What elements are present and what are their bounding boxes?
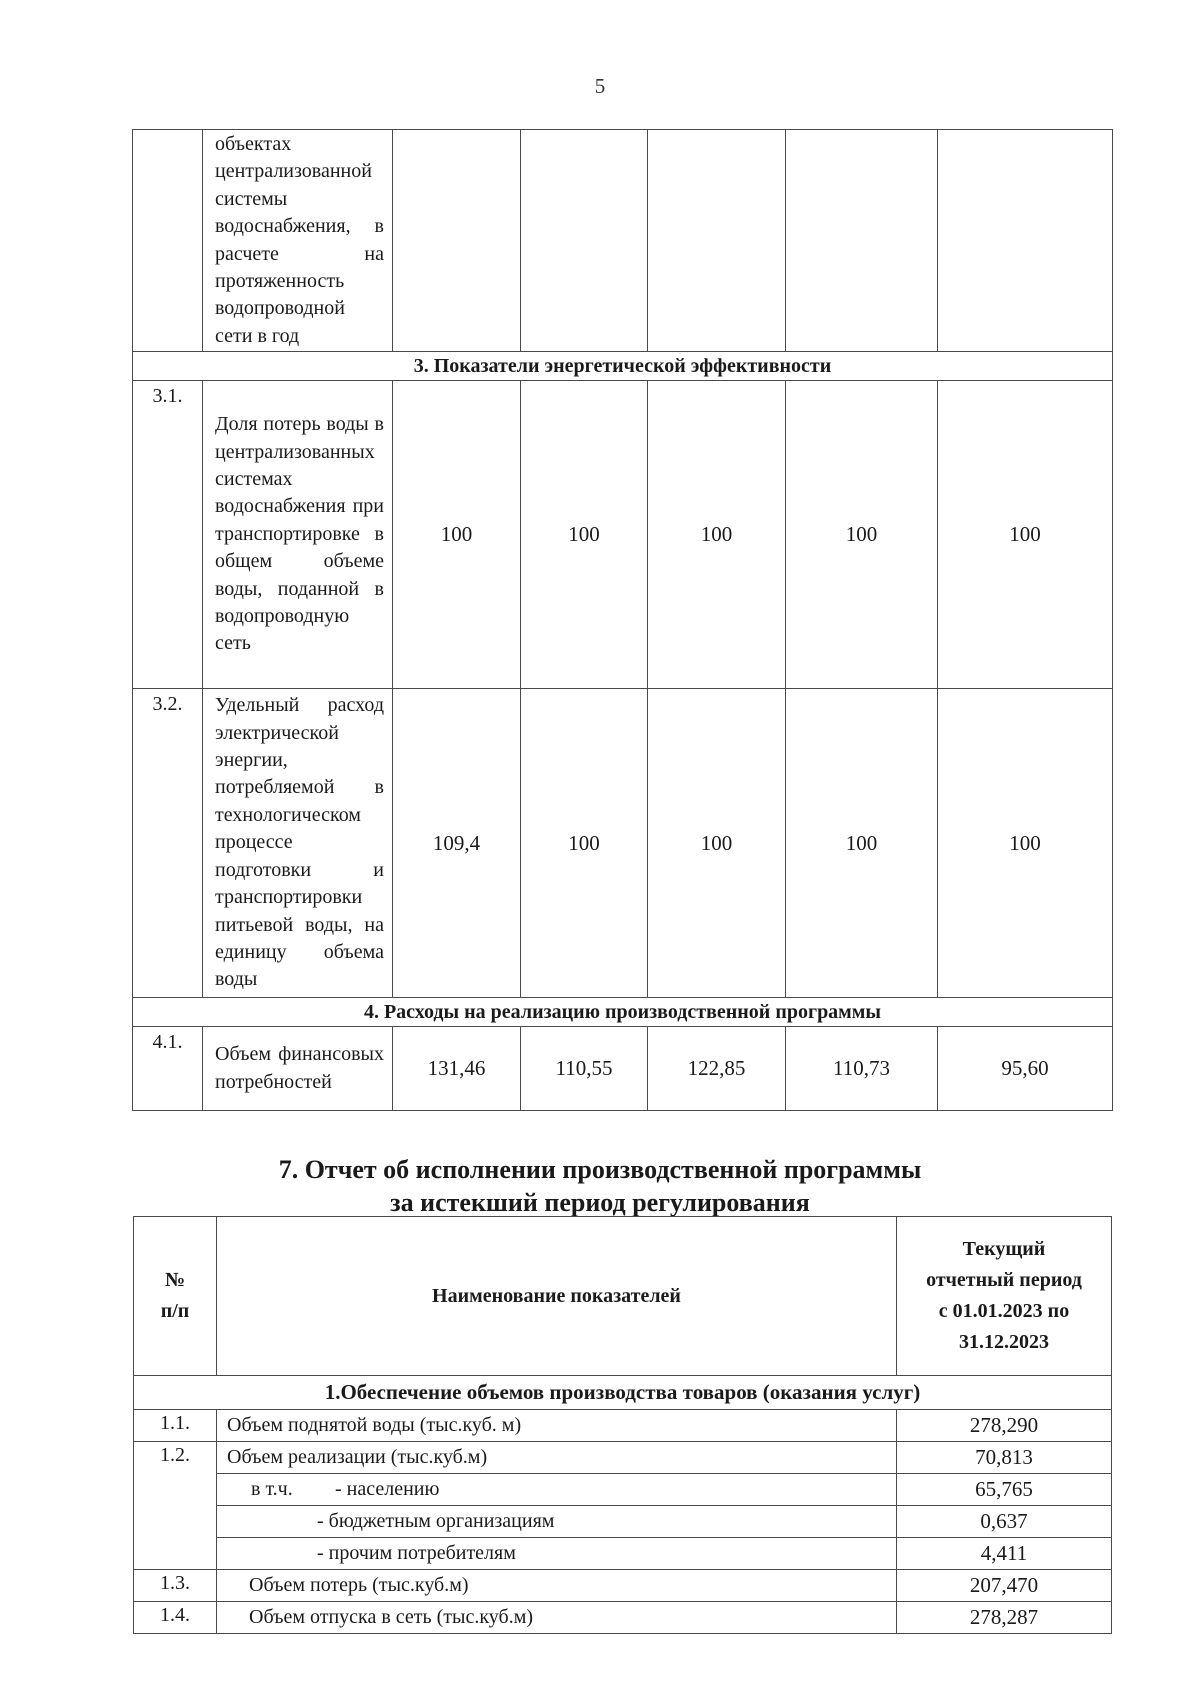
value-cell: 100: [521, 689, 648, 998]
table-row: [134, 1602, 1112, 1634]
value-cell: 100: [648, 381, 786, 689]
table-row: [134, 1410, 1112, 1442]
table-row: [133, 381, 1113, 689]
table-row: [134, 1474, 1112, 1506]
value-cell: 122,85: [648, 1027, 786, 1111]
row-name: Объем отпуска в сеть (тыс.куб.м): [217, 1602, 897, 1634]
table-row: [134, 1570, 1112, 1602]
row-name: - прочим потребителям: [217, 1538, 897, 1570]
row-number: 4.1.: [133, 1027, 203, 1111]
row-value: 278,290: [897, 1410, 1112, 1442]
row-number: 1.2.: [134, 1442, 217, 1570]
value-cell: 100: [648, 689, 786, 998]
section-title: 3. Показатели энергетической эффективности: [133, 352, 1113, 381]
header-num: [134, 1217, 217, 1376]
row-name: Объем поднятой воды (тыс.куб. м): [217, 1410, 897, 1442]
header-name: Наименование показателей: [217, 1217, 897, 1376]
row-number: 3.1.: [133, 381, 203, 689]
section-row: [133, 352, 1113, 381]
table-row: [134, 1538, 1112, 1570]
value-cell: [938, 130, 1113, 352]
table-row: [134, 1506, 1112, 1538]
value-cell: 110,55: [521, 1027, 648, 1111]
row-name: [217, 1474, 897, 1506]
indicator-name: Объем финансовых потребностей: [203, 1027, 393, 1111]
row-value: 70,813: [897, 1442, 1112, 1474]
heading-line: за истекший период регулирования: [390, 1188, 810, 1217]
row-name-text: - населению: [335, 1478, 440, 1500]
table-row: [133, 1027, 1113, 1111]
header-period-line: отчетный период: [926, 1269, 1082, 1291]
value-cell: [786, 130, 938, 352]
row-value: 65,765: [897, 1474, 1112, 1506]
header-num-line: п/п: [160, 1300, 190, 1322]
section-title: 1.Обеспечение объемов производства товаров (оказания услуг): [134, 1376, 1112, 1410]
indicator-name: Доля потерь воды в централизованных системах водоснабжения при транспортировке в общем объеме воды, поданной в водопроводную сеть: [203, 381, 393, 689]
row-number: 1.3.: [134, 1570, 217, 1602]
value-cell: 100: [786, 689, 938, 998]
report-table: [133, 1216, 1112, 1634]
table-row: [134, 1442, 1112, 1474]
row-value: 207,470: [897, 1570, 1112, 1602]
value-cell: [393, 130, 521, 352]
indicator-name: объектах централизованной системы водоснабжения, в расчете на протяженность водопроводной сети в год: [203, 130, 393, 352]
row-name: Объем потерь (тыс.куб.м): [217, 1570, 897, 1602]
header-period: [897, 1217, 1112, 1376]
value-cell: [521, 130, 648, 352]
section-row: [134, 1376, 1112, 1410]
value-cell: 110,73: [786, 1027, 938, 1111]
row-name: Объем реализации (тыс.куб.м): [217, 1442, 897, 1474]
heading-line: 7. Отчет об исполнении производственной программы: [278, 1155, 922, 1184]
indicator-name: Удельный расход электрической энергии, потребляемой в технологическом процессе подготовки и транспортировки питьевой воды, на единицу объема воды: [203, 689, 393, 998]
header-row: [134, 1217, 1112, 1376]
section-row: [133, 998, 1113, 1027]
value-cell: 95,60: [938, 1027, 1113, 1111]
value-cell: 100: [938, 381, 1113, 689]
section-title: 4. Расходы на реализацию производственной программы: [133, 998, 1113, 1027]
value-cell: [648, 130, 786, 352]
header-period-line: 31.12.2023: [959, 1331, 1049, 1353]
row-value: 4,411: [897, 1538, 1112, 1570]
row-prefix: в т.ч.: [251, 1478, 293, 1500]
page-number: 5: [594, 74, 606, 98]
header-period-line: Текущий: [962, 1238, 1046, 1260]
row-number: 3.2.: [133, 689, 203, 998]
value-cell: 100: [786, 381, 938, 689]
indicators-table: [132, 129, 1113, 1111]
value-cell: 131,46: [393, 1027, 521, 1111]
value-cell: 109,4: [393, 689, 521, 998]
header-period-line: с 01.01.2023 по: [938, 1300, 1070, 1322]
row-number: 1.4.: [134, 1602, 217, 1634]
row-number-cell: [133, 130, 203, 352]
value-cell: 100: [938, 689, 1113, 998]
header-num-line: №: [164, 1269, 186, 1291]
table-row: [133, 130, 1113, 352]
report-heading: [0, 1153, 1200, 1219]
row-value: 0,637: [897, 1506, 1112, 1538]
table-row: [133, 689, 1113, 998]
row-name: - бюджетным организациям: [217, 1506, 897, 1538]
row-value: 278,287: [897, 1602, 1112, 1634]
row-number: 1.1.: [134, 1410, 217, 1442]
value-cell: 100: [393, 381, 521, 689]
value-cell: 100: [521, 381, 648, 689]
